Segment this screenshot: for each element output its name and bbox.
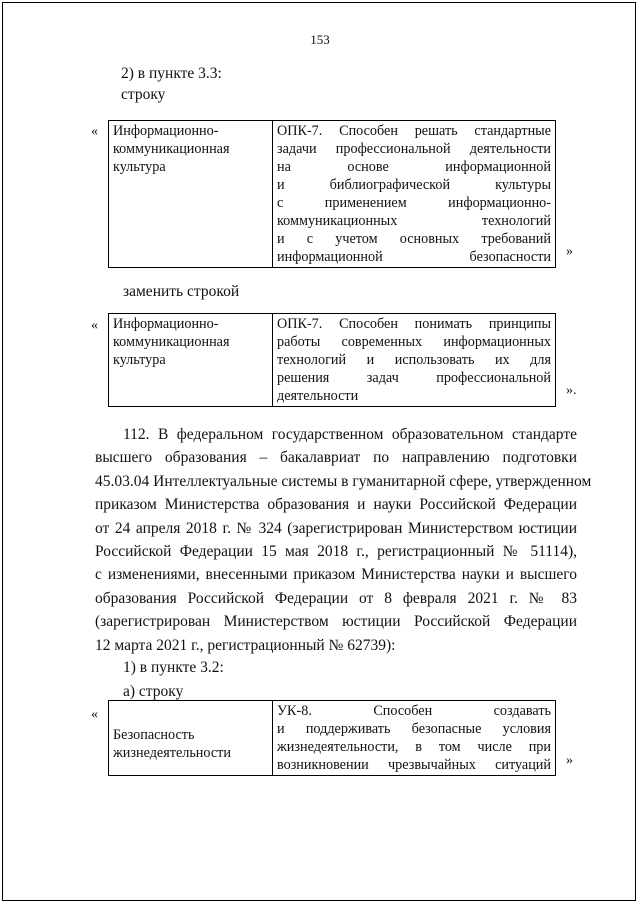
paragraph-line: 112. В федеральном государственном образовательном стандарте [123, 426, 577, 443]
cell-line: деятельности [277, 388, 359, 404]
paragraph-line: от 24 апреля 2018 г. № 324 (зарегистрирован Министерством юстиции [95, 519, 577, 537]
cell-line: коммуникационная [113, 334, 230, 350]
paragraph-line: с изменениями, внесенными приказом Министерства науки и высшего [95, 566, 577, 584]
table-original-row [108, 120, 556, 268]
cell-line: Информационно- [113, 123, 219, 139]
cell-line: культура [113, 159, 166, 175]
cell-line: жизнедеятельности [113, 744, 231, 761]
cell-line: и с учетом основных требований [277, 231, 551, 247]
table-row [109, 121, 556, 268]
cell-line: жизнедеятельности, в том числе при [277, 739, 551, 755]
paragraph-112 [95, 423, 592, 657]
cell-line: с применением информационно- [277, 195, 551, 211]
cell-line: и библиографической культуры [277, 177, 551, 193]
paragraph-line: 12 марта 2021 г., регистрационный № 62739): [95, 636, 396, 654]
cell-line: возникновении чрезвычайных ситуаций [277, 757, 551, 773]
quote-close-1: » [566, 244, 573, 259]
item-3-2: 1) в пункте 3.2: [123, 659, 224, 676]
cell-line: коммуникационная [113, 141, 230, 157]
paragraph-line: Российской Федерации 15 мая 2018 г., регистрационный № 51114), [95, 543, 577, 561]
cell-line: культура [113, 352, 166, 368]
cell-line: ОПК-7. Способен решать стандартные [277, 123, 551, 139]
quote-close-3: » [566, 753, 573, 768]
quote-close-2: ». [566, 383, 577, 398]
paragraph-line: приказом Министерства образования и науки Российской Федерации [95, 496, 577, 514]
cell-line: на основе информационной [277, 159, 551, 175]
cell-line: Информационно- [113, 316, 219, 332]
table-uk8-row [108, 700, 556, 776]
paragraph-line: (зарегистрирован Министерством юстиции Российской Федерации [95, 613, 577, 631]
table2-competency-area [109, 314, 273, 407]
quote-open-1: « [91, 124, 98, 139]
quote-open-3: « [91, 707, 98, 722]
intro-line-2: строку [121, 86, 166, 103]
table3-competency-text [273, 701, 556, 776]
quote-open-2: « [91, 318, 98, 333]
table1-competency-area [109, 121, 273, 268]
item-a: а) строку [123, 683, 184, 700]
table1-competency-text [273, 121, 556, 268]
table2-competency-text [273, 314, 556, 407]
page-number: 153 [310, 32, 330, 47]
cell-line: коммуникационных технологий [277, 213, 551, 229]
cell-line: работы современных информационных [277, 334, 551, 350]
intro-line-1: 2) в пункте 3.3: [121, 65, 222, 82]
table-row [109, 701, 556, 776]
cell-line: ОПК-7. Способен понимать принципы [277, 316, 551, 332]
cell-line: решения задач профессиональной [277, 370, 551, 386]
table3-competency-area [109, 701, 273, 776]
cell-line: информационной безопасности [277, 249, 551, 265]
cell-line: технологий и использовать их для [277, 352, 551, 368]
paragraph-line: 45.03.04 Интеллектуальные системы в гуманитарной сфере, утвержденном [95, 472, 592, 490]
cell-line: Безопасность [113, 726, 195, 743]
table-row [109, 314, 556, 407]
table-replacement-row [108, 313, 556, 407]
cell-line: УК-8. Способен создавать [277, 703, 551, 719]
paragraph-line: образования Российской Федерации от 8 февраля 2021 г. № 83 [95, 589, 577, 607]
cell-line: задачи профессиональной деятельности [277, 141, 551, 157]
cell-line: и поддерживать безопасные условия [277, 721, 551, 737]
replace-label: заменить строкой [123, 283, 240, 300]
paragraph-line: высшего образования – бакалавриат по направлению подготовки [95, 449, 577, 467]
